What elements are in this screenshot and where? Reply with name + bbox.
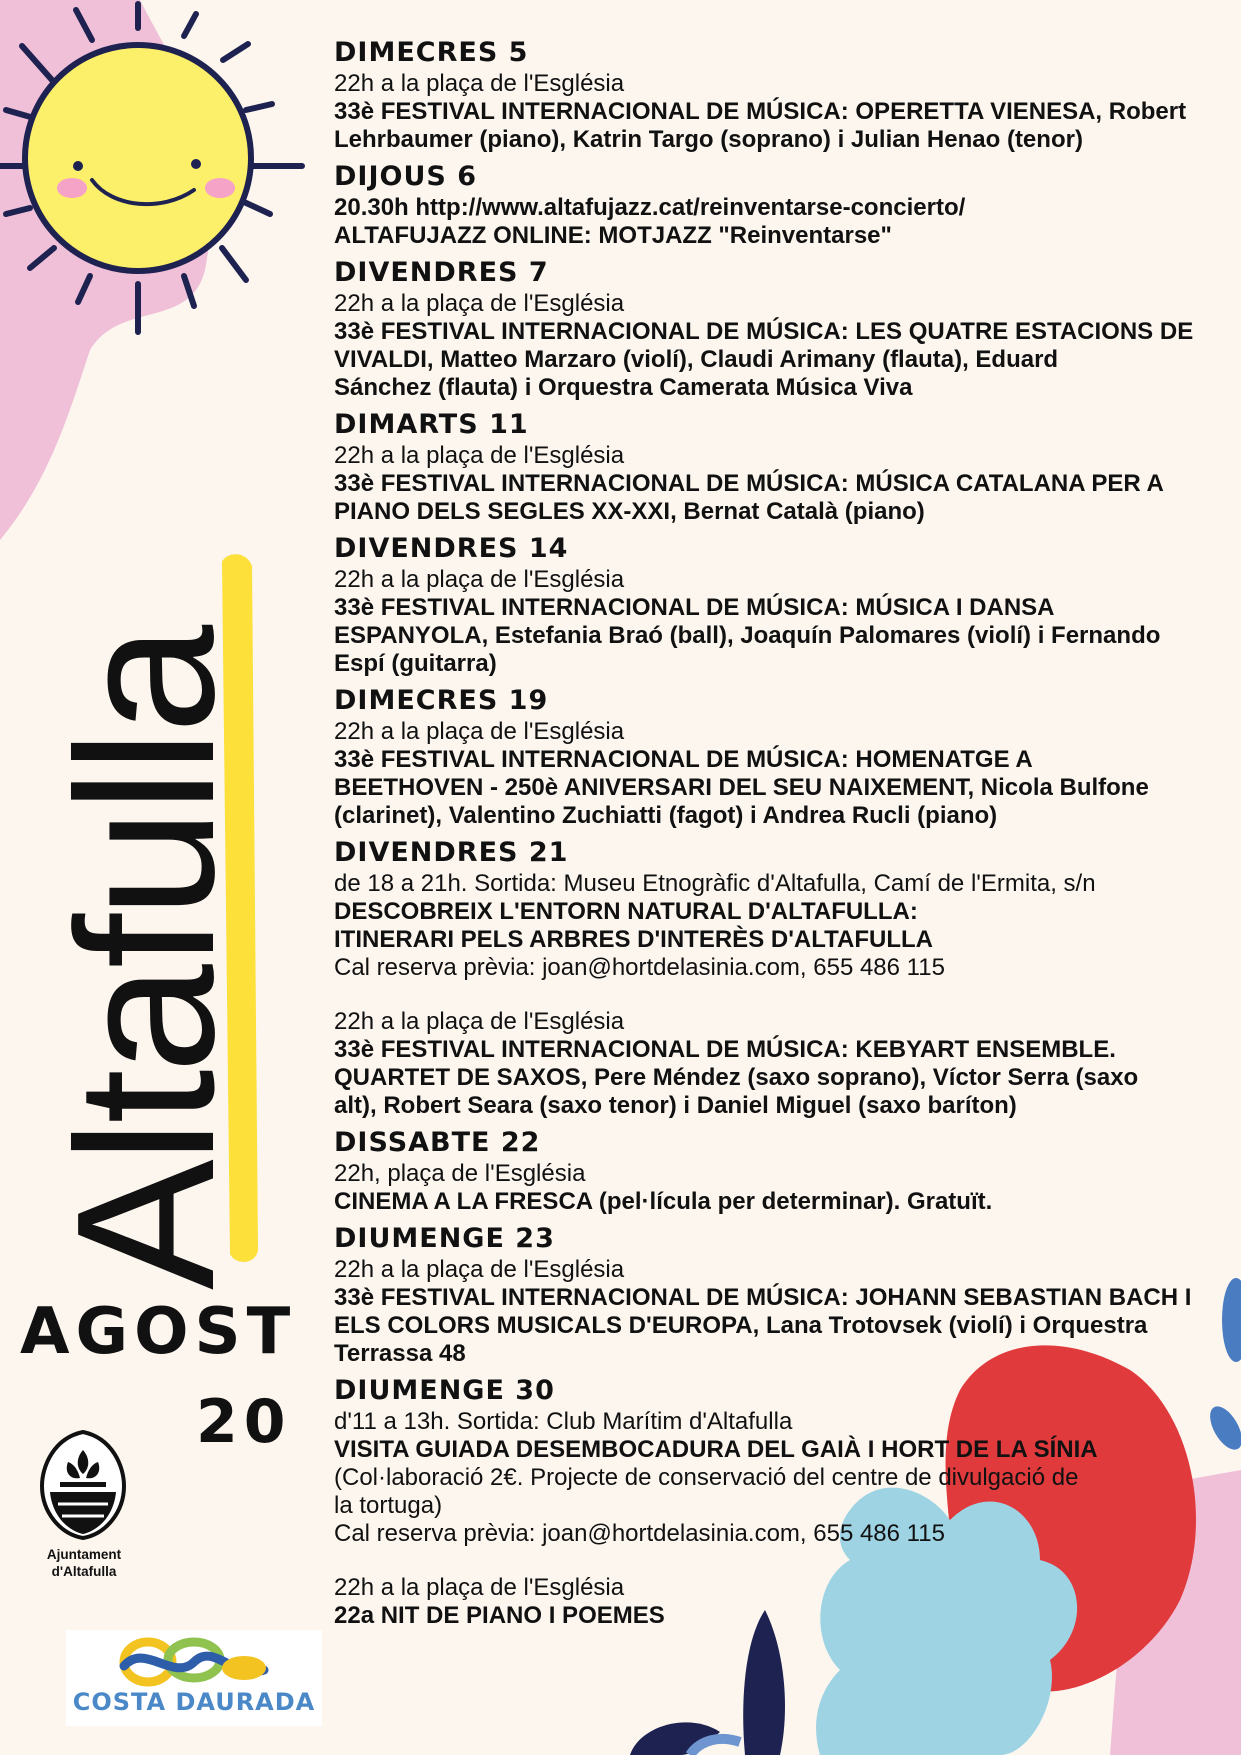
event-description: 33è FESTIVAL INTERNACIONAL DE MÚSICA: KEBYART ENSEMBLE. (334, 1036, 1116, 1063)
event-detail: 22h a la plaça de l'Església (334, 290, 625, 317)
event-date: DIMECRES 19 (334, 685, 549, 716)
event-detail: (Col·laboració 2€. Projecte de conservació del centre de divulgació de (334, 1464, 1079, 1491)
event-date: DIVENDRES 14 (334, 533, 569, 564)
council-name (20, 1546, 148, 1580)
event-description: QUARTET DE SAXOS, Pere Méndez (saxo soprano), Víctor Serra (saxo (334, 1064, 1139, 1091)
event-block (334, 36, 1234, 160)
event-detail: 22h a la plaça de l'Església (334, 1008, 625, 1035)
event-description: 20.30h http://www.altafujazz.cat/reinventarse-concierto/ (334, 194, 966, 221)
event-date: DIJOUS 6 (334, 161, 478, 192)
event-description: 33è FESTIVAL INTERNACIONAL DE MÚSICA: LES QUATRE ESTACIONS DE (334, 318, 1194, 345)
event-description: 33è FESTIVAL INTERNACIONAL DE MÚSICA: MÚSICA I DANSA (334, 594, 1055, 621)
smiling-sun-icon (0, 0, 310, 340)
event-description: VISITA GUIADA DESEMBOCADURA DEL GAIÀ I HORT DE LA SÍNIA (334, 1436, 1098, 1463)
event-description: (clarinet), Valentino Zuchiatti (fagot) i Andrea Rucli (piano) (334, 802, 998, 829)
event-date: DIVENDRES 7 (334, 257, 549, 288)
event-block (334, 1126, 1234, 1222)
spacer (334, 1630, 1234, 1636)
event-detail: 22h, plaça de l'Església (334, 1160, 586, 1187)
event-description: 33è FESTIVAL INTERNACIONAL DE MÚSICA: HOMENATGE A (334, 746, 1033, 773)
event-detail: 22h a la plaça de l'Església (334, 442, 625, 469)
event-agenda (334, 36, 1234, 1636)
event-date: DIUMENGE 23 (334, 1223, 555, 1254)
event-description: ELS COLORS MUSICALS D'EUROPA, Lana Trotovsek (violí) i Orquestra (334, 1312, 1148, 1339)
event-description: PIANO DELS SEGLES XX-XXI, Bernat Català (piano) (334, 498, 925, 525)
event-block (334, 684, 1234, 836)
town-title: Altafulla (36, 628, 255, 1290)
event-description: 22a NIT DE PIANO I POEMES (334, 1602, 665, 1629)
event-date: DISSABTE 22 (334, 1127, 541, 1158)
event-detail: 22h a la plaça de l'Església (334, 566, 625, 593)
costa-daurada-logo (66, 1630, 322, 1726)
event-description: Lehrbaumer (piano), Katrin Targo (soprano) i Julian Henao (tenor) (334, 126, 1083, 153)
event-description: ESPANYOLA, Estefania Braó (ball), Joaquín Palomares (violí) i Fernando (334, 622, 1161, 649)
blue-stroke-bottom (690, 1739, 740, 1755)
year-label: 20 (196, 1387, 292, 1457)
event-description: VIVALDI, Matteo Marzaro (violí), Claudi Arimany (flauta), Eduard (334, 346, 1059, 373)
event-detail: 22h a la plaça de l'Església (334, 1574, 625, 1601)
event-detail: de 18 a 21h. Sortida: Museu Etnogràfic d'Altafulla, Camí de l'Ermita, s/n (334, 870, 1096, 897)
event-block (334, 1374, 1234, 1636)
event-block (334, 532, 1234, 684)
event-block (334, 408, 1234, 532)
event-description: 33è FESTIVAL INTERNACIONAL DE MÚSICA: OPERETTA VIENESA, Robert (334, 98, 1187, 125)
event-detail: 22h a la plaça de l'Església (334, 70, 625, 97)
event-block (334, 256, 1234, 408)
event-description: alt), Robert Seara (saxo tenor) i Daniel Miguel (saxo baríton) (334, 1092, 1017, 1119)
event-detail: Cal reserva prèvia: joan@hortdelasinia.com, 655 486 115 (334, 954, 945, 981)
event-description: Espí (guitarra) (334, 650, 497, 677)
event-description: 33è FESTIVAL INTERNACIONAL DE MÚSICA: MÚSICA CATALANA PER A (334, 470, 1164, 497)
brand-name: COSTA DAURADA (72, 1688, 316, 1716)
event-description: Terrassa 48 (334, 1340, 466, 1367)
event-detail: 22h a la plaça de l'Església (334, 718, 625, 745)
event-date: DIUMENGE 30 (334, 1375, 555, 1406)
event-description: CINEMA A LA FRESCA (pel·lícula per determinar). Gratuït. (334, 1188, 993, 1215)
event-description: DESCOBREIX L'ENTORN NATURAL D'ALTAFULLA: (334, 898, 918, 925)
event-description: Sánchez (flauta) i Orquestra Camerata Música Viva (334, 374, 913, 401)
event-date: DIVENDRES 21 (334, 837, 569, 868)
event-block (334, 836, 1234, 1126)
event-description: BEETHOVEN - 250è ANIVERSARI DEL SEU NAIXEMENT, Nicola Bulfone (334, 774, 1149, 801)
event-description: ITINERARI PELS ARBRES D'INTERÈS D'ALTAFULLA (334, 926, 933, 953)
council-line-1: Ajuntament (46, 1547, 122, 1562)
council-line-2: d'Altafulla (51, 1564, 117, 1579)
event-description: ALTAFUJAZZ ONLINE: MOTJAZZ "Reinventarse" (334, 222, 892, 249)
event-detail: d'11 a 13h. Sortida: Club Marítim d'Altafulla (334, 1408, 793, 1435)
event-detail: Cal reserva prèvia: joan@hortdelasinia.com, 655 486 115 (334, 1520, 945, 1547)
spacer (334, 982, 1234, 1008)
event-description: 33è FESTIVAL INTERNACIONAL DE MÚSICA: JOHANN SEBASTIAN BACH I (334, 1284, 1192, 1311)
month-label: AGOST (20, 1295, 297, 1369)
event-block (334, 160, 1234, 256)
costa-daurada-rings-icon (114, 1636, 274, 1692)
event-detail: 22h a la plaça de l'Església (334, 1256, 625, 1283)
event-block (334, 1222, 1234, 1374)
event-date: DIMECRES 5 (334, 37, 529, 68)
event-detail: la tortuga) (334, 1492, 443, 1519)
spacer (334, 1548, 1234, 1574)
event-date: DIMARTS 11 (334, 409, 529, 440)
council-crest-icon (38, 1428, 128, 1542)
